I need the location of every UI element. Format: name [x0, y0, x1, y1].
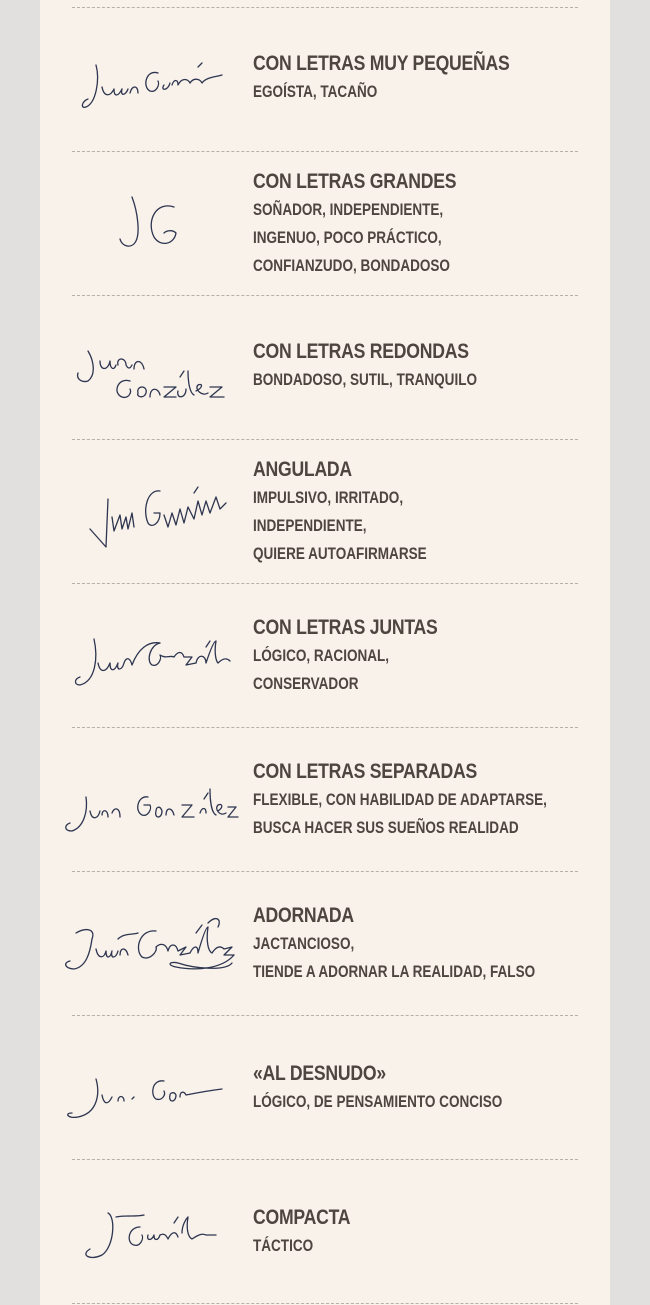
- signature-illustration: [56, 1177, 240, 1287]
- item-title: COMPACTA: [253, 1205, 351, 1229]
- list-item: [0, 440, 650, 584]
- item-title: ANGULADA: [253, 457, 352, 481]
- item-description: FLEXIBLE, CON HABILIDAD DE ADAPTARSE,: [253, 791, 547, 809]
- list-item: [0, 152, 650, 296]
- item-description: BUSCA HACER SUS SUEÑOS REALIDAD: [253, 819, 519, 837]
- signature-illustration: [56, 313, 240, 423]
- list-item: [0, 8, 650, 152]
- item-text: [253, 1202, 593, 1260]
- item-title: CON LETRAS REDONDAS: [253, 339, 469, 363]
- item-title: ADORNADA: [253, 903, 354, 927]
- item-text: [253, 756, 593, 842]
- signature-illustration: [56, 25, 240, 135]
- item-title: «AL DESNUDO»: [253, 1061, 386, 1085]
- item-text: [253, 454, 593, 568]
- item-title: CON LETRAS GRANDES: [253, 169, 457, 193]
- item-title: CON LETRAS MUY PEQUEÑAS: [253, 51, 510, 75]
- item-description: JACTANCIOSO,: [253, 935, 355, 953]
- signature-illustration: [56, 169, 240, 279]
- list-item: [0, 872, 650, 1016]
- item-text: [253, 1058, 593, 1116]
- item-description: LÓGICO, RACIONAL,: [253, 647, 390, 665]
- item-description: SOÑADOR, INDEPENDIENTE,: [253, 201, 444, 219]
- item-description: BONDADOSO, SUTIL, TRANQUILO: [253, 371, 478, 389]
- item-description: LÓGICO, DE PENSAMIENTO CONCISO: [253, 1093, 503, 1111]
- signature-illustration: [56, 889, 240, 999]
- item-description: IMPULSIVO, IRRITADO,: [253, 489, 404, 507]
- list-item: [0, 296, 650, 440]
- list-item: [0, 1160, 650, 1304]
- item-text: [253, 900, 593, 986]
- item-title: CON LETRAS JUNTAS: [253, 615, 438, 639]
- item-description: INDEPENDIENTE,: [253, 517, 367, 535]
- item-description: TIENDE A ADORNAR LA REALIDAD, FALSO: [253, 963, 536, 981]
- item-text: [253, 612, 593, 698]
- list-item: [0, 584, 650, 728]
- item-description: QUIERE AUTOAFIRMARSE: [253, 545, 427, 563]
- signature-illustration: [56, 1033, 240, 1143]
- item-description: CONSERVADOR: [253, 675, 359, 693]
- list-item: [0, 1016, 650, 1160]
- item-description: CONFIANZUDO, BONDADOSO: [253, 257, 450, 275]
- item-description: EGOÍSTA, TACAÑO: [253, 83, 378, 101]
- item-title: CON LETRAS SEPARADAS: [253, 759, 477, 783]
- item-text: [253, 336, 593, 394]
- item-description: TÁCTICO: [253, 1237, 314, 1255]
- signature-illustration: [56, 601, 240, 711]
- list-item: [0, 728, 650, 872]
- signature-illustration: [56, 457, 240, 567]
- item-text: [253, 166, 593, 280]
- item-text: [253, 48, 593, 106]
- signature-illustration: [56, 745, 240, 855]
- item-description: INGENUO, POCO PRÁCTICO,: [253, 229, 442, 247]
